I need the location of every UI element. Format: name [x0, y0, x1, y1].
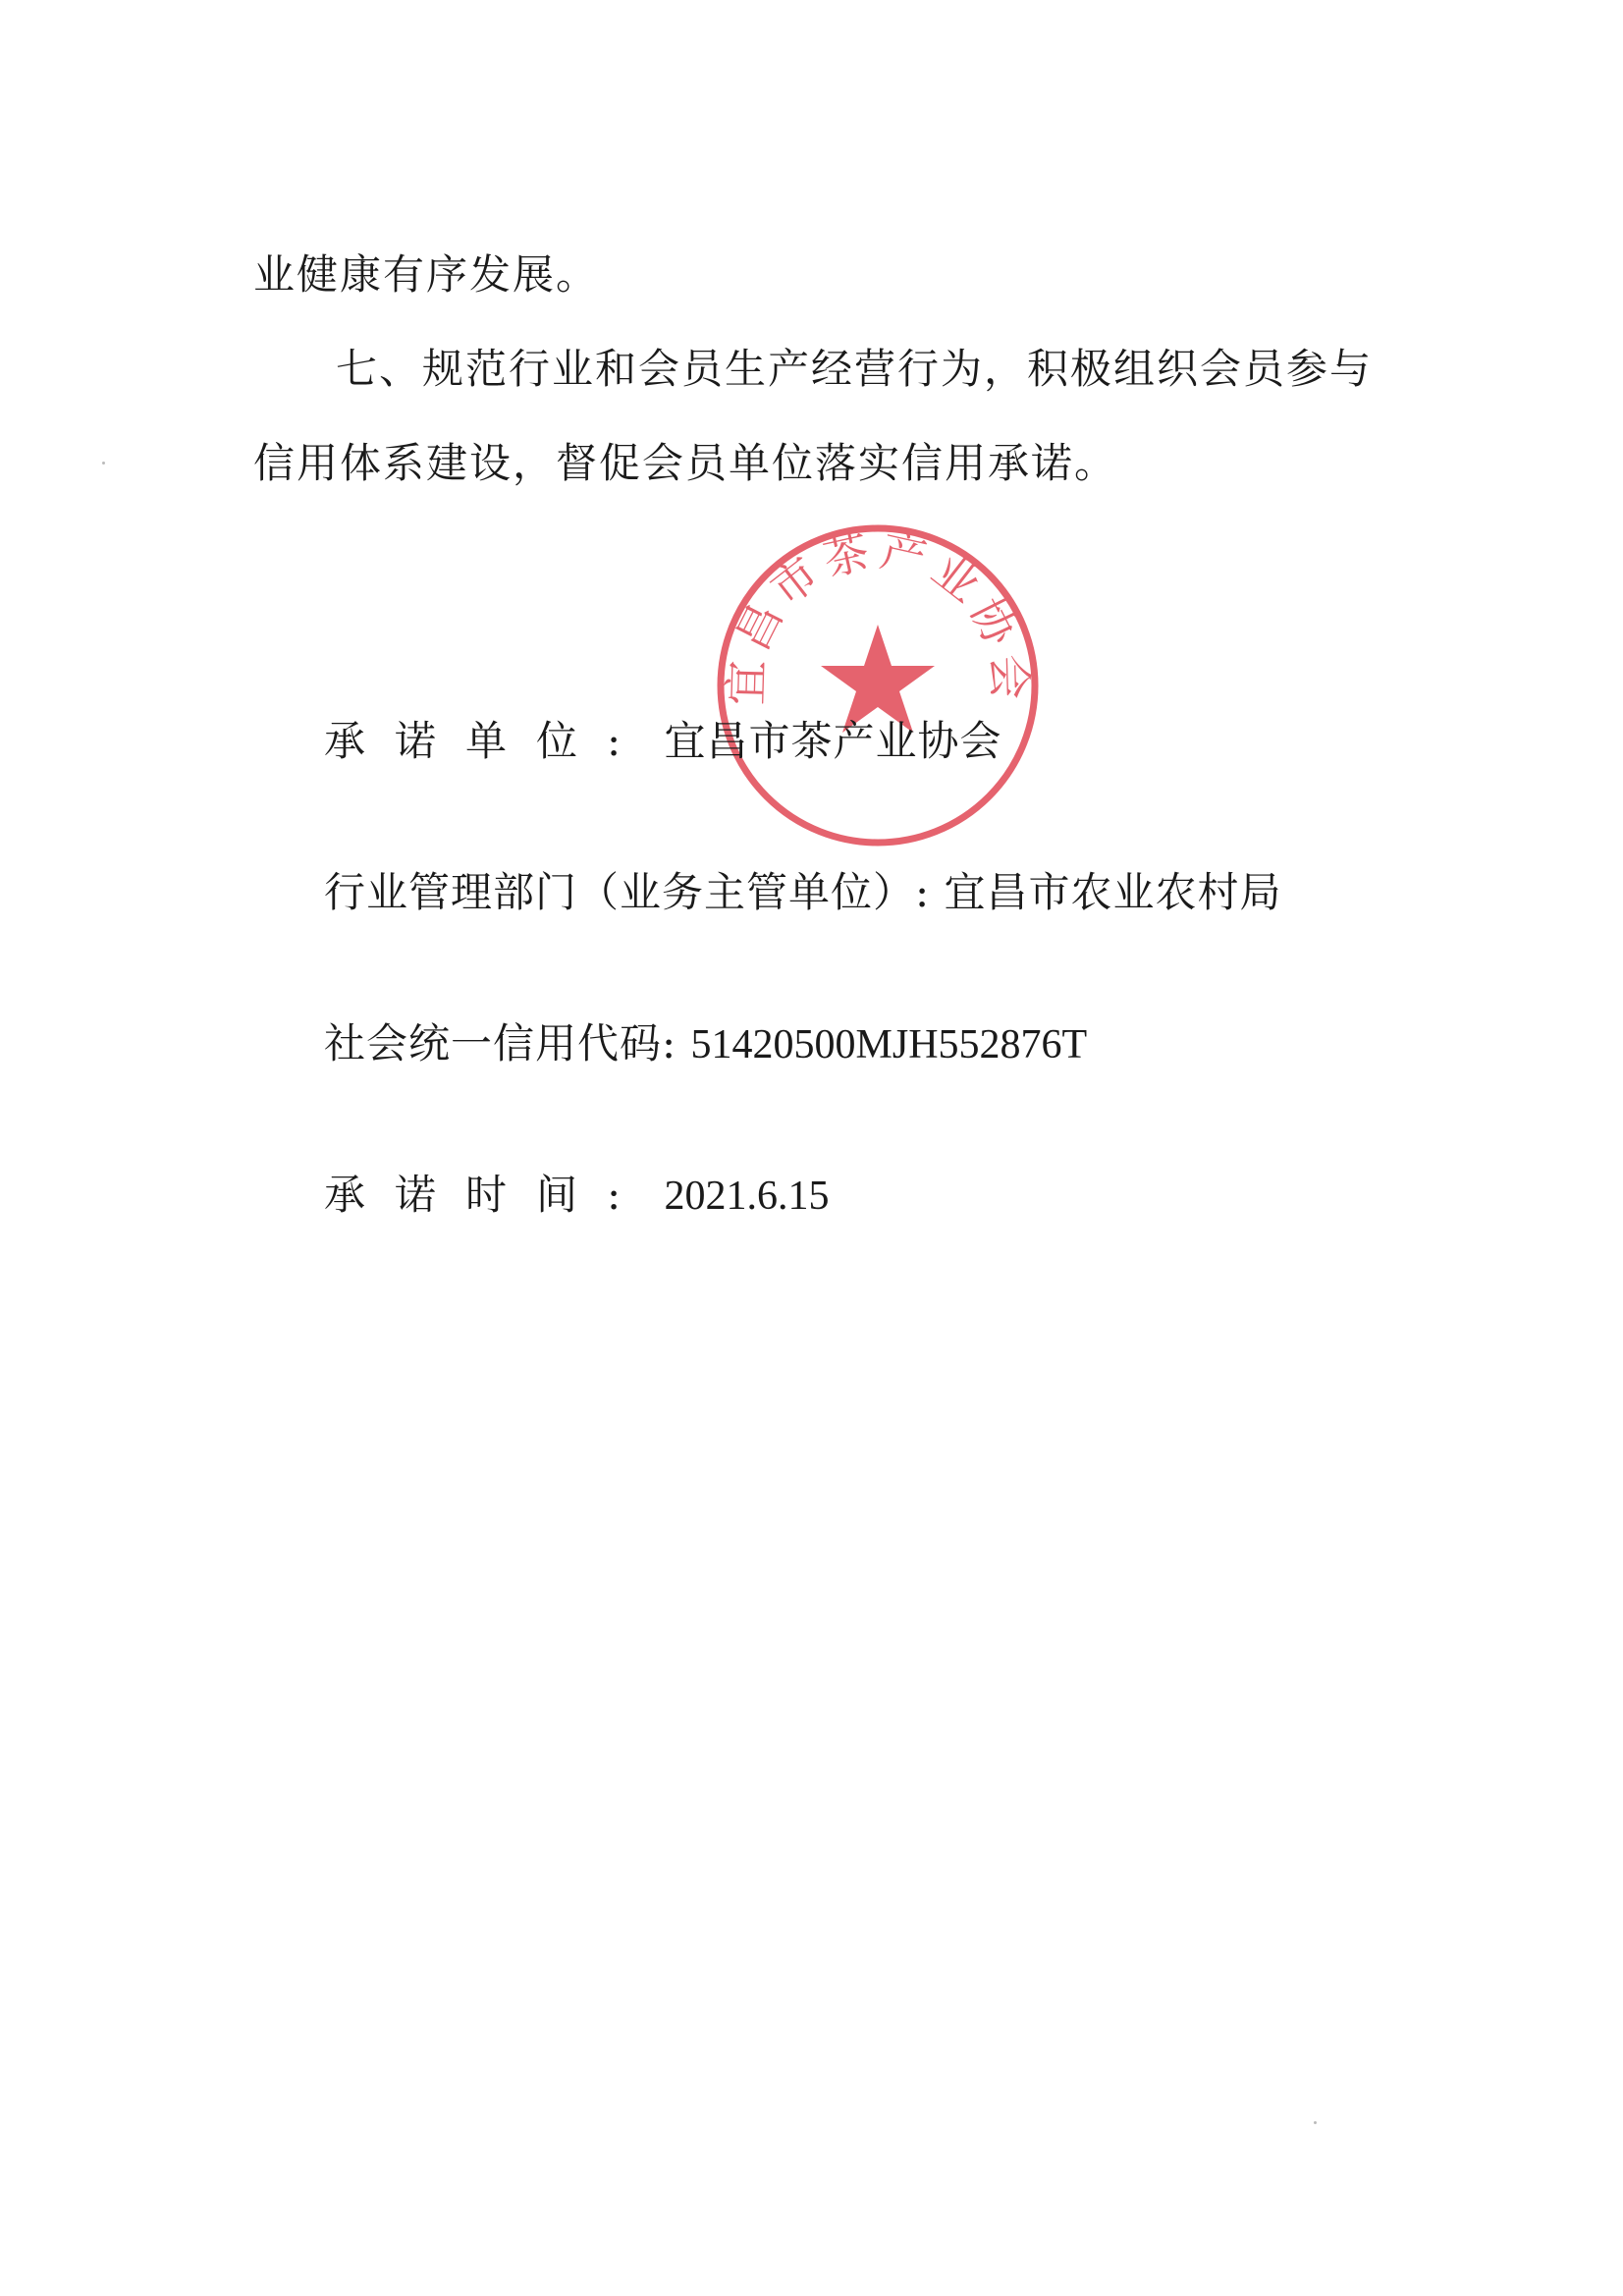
- commitment-unit-row: [324, 709, 1002, 768]
- commitment-time-value: 2021.6.15: [664, 1174, 830, 1219]
- credit-code-value: 51420500MJH552876T: [690, 1022, 1088, 1067]
- credit-code-row: [324, 1011, 1087, 1070]
- commitment-time-label: 承诺时间:: [324, 1171, 651, 1219]
- scan-speck: [102, 462, 105, 465]
- svg-text:宜昌市茶产业协会: 宜昌市茶产业协会: [719, 523, 1037, 706]
- paragraph-seven: 七、规范行业和会员生产经营行为，积极组织会员参与信用体系建设，督促会员单位落实信用承诺。: [253, 345, 1374, 487]
- official-seal: [711, 519, 1045, 852]
- industry-dept-label: 行业管理部门（业务主管单位）:: [324, 868, 931, 916]
- scan-speck: [1314, 2121, 1317, 2124]
- paragraph-continuation: 业健康有序发展。: [253, 250, 600, 299]
- industry-dept-value: 宜昌市农业农村局: [944, 868, 1282, 916]
- commitment-time-row: [324, 1163, 830, 1222]
- industry-dept-row: [324, 860, 1282, 919]
- commitment-unit-label: 承诺单位:: [324, 717, 651, 765]
- credit-code-label: 社会统一信用代码:: [324, 1019, 677, 1067]
- commitment-unit-value: 宜昌市茶产业协会: [664, 717, 1002, 765]
